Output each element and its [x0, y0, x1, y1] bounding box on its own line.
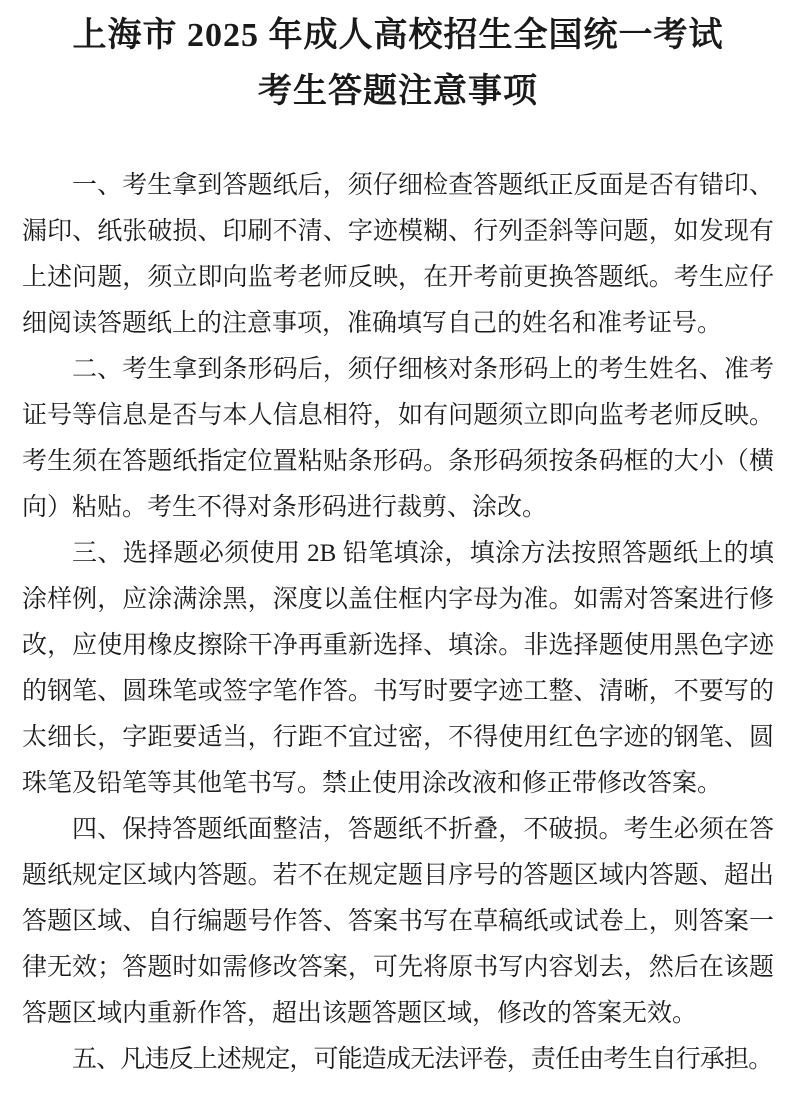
document-title — [22, 8, 774, 120]
paragraph-5: 五、凡违反上述规定，可能造成无法评卷，责任由考生自行承担。 — [72, 1046, 773, 1073]
document-body — [22, 163, 774, 1083]
title-line-1: 上海市 2025 年成人高校招生全国统一考试 — [72, 17, 724, 54]
paragraph-2: 二、考生拿到条形码后，须仔细核对条形码上的考生姓名、准考证号等信息是否与本人信息相符，如有问题须立即向监考老师反映。考生须在答题纸指定位置粘贴条形码。条形码须按条码框的大小（横向）粘贴。考生不得对条形码进行裁剪、涂改。 — [22, 356, 774, 521]
title-line-2: 考生答题注意事项 — [258, 73, 538, 110]
paragraph-3: 三、选择题必须使用 2B 铅笔填涂，填涂方法按照答题纸上的填涂样例，应涂满涂黑，深度以盖住框内字母为准。如需对答案进行修改，应使用橡皮擦除干净再重新选择、填涂。非选择题使用黑色字迹的钢笔、圆珠笔或签字笔作答。书写时要字迹工整、清晰，不要写的太细长，字距要适当，行距不宜过密，不得使用红色字迹的钢笔、圆珠笔及铅笔等其他笔书写。禁止使用涂改液和修正带修改答案。 — [22, 540, 774, 797]
paragraph-1: 一、考生拿到答题纸后，须仔细检查答题纸正反面是否有错印、漏印、纸张破损、印刷不清、字迹模糊、行列歪斜等问题，如发现有上述问题，须立即向监考老师反映，在开考前更换答题纸。考生应仔细阅读答题纸上的注意事项，准确填写自己的姓名和准考证号。 — [22, 172, 774, 337]
paragraph-4: 四、保持答题纸面整洁，答题纸不折叠，不破损。考生必须在答题纸规定区域内答题。若不在规定题目序号的答题区域内答题、超出答题区域、自行编题号作答、答案书写在草稿纸或试卷上，则答案一律无效；答题时如需修改答案，可先将原书写内容划去，然后在该题答题区域内重新作答，超出该题答题区域，修改的答案无效。 — [22, 816, 774, 1027]
